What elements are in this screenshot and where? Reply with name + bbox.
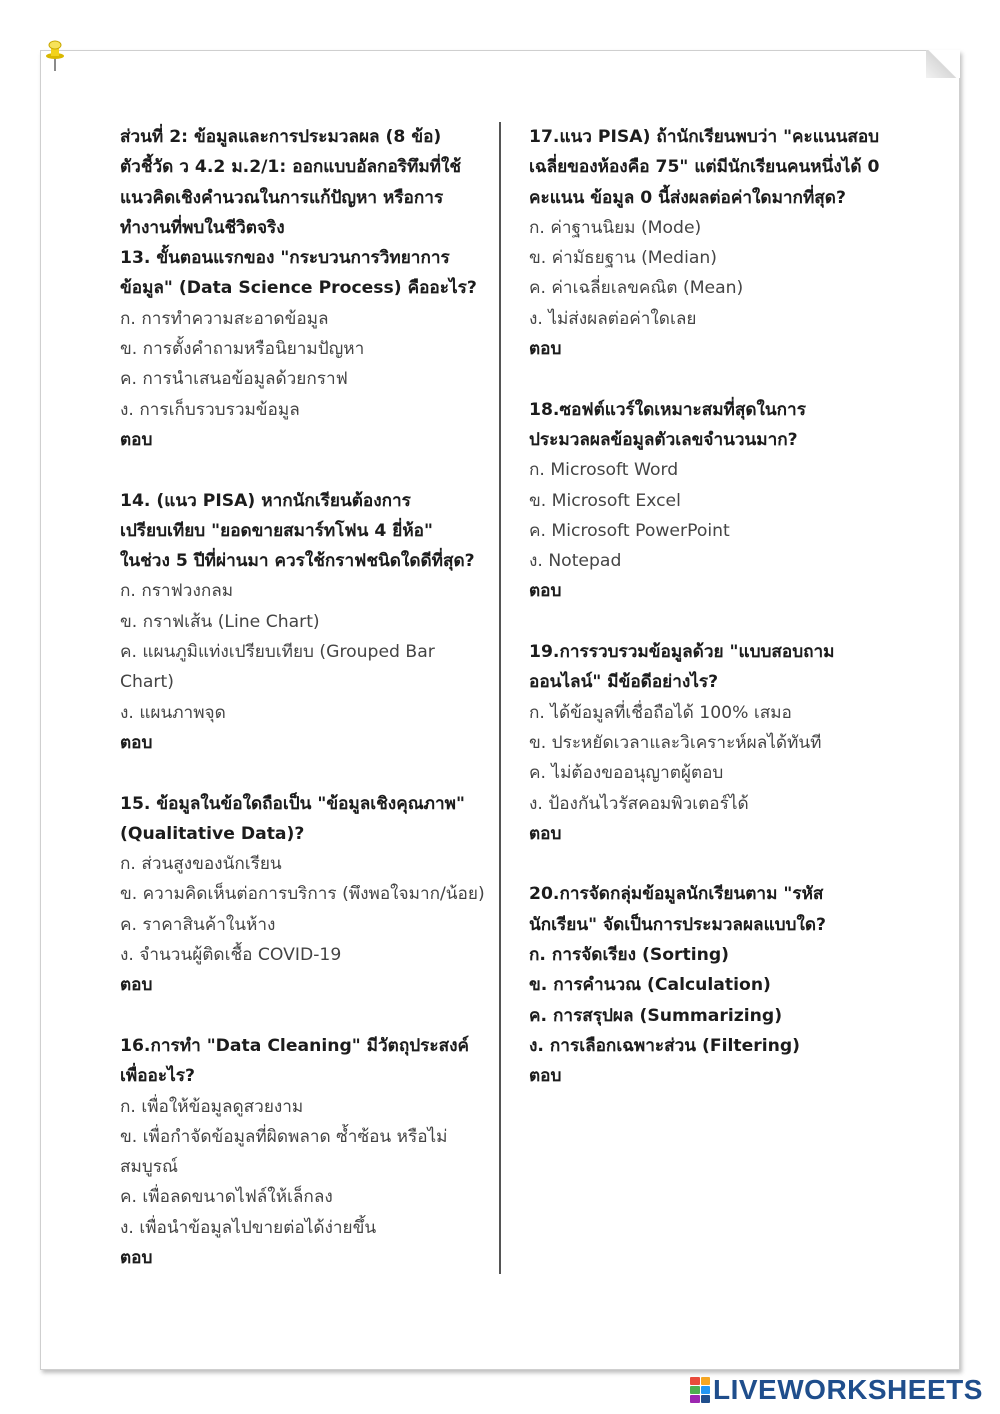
blank-line (529, 849, 899, 879)
answer-option: ง. การเลือกเฉพาะส่วน (Filtering) (529, 1035, 801, 1056)
question-text: 14. (แนว PISA) หากนักเรียนต้องการ (120, 490, 411, 511)
answer-option: ก. ค่าฐานนิยม (Mode) (529, 217, 702, 238)
question-text: 20.การจัดกลุ่มข้อมูลนักเรียนตาม "รหัส (529, 884, 824, 905)
question-text: 17.แนว PISA) ถ้านักเรียนพบว่า "คะแนนสอบ (529, 127, 880, 147)
answer-option: ค. Microsoft PowerPoint (529, 520, 730, 541)
answer-option: ข. กราฟเส้น (Line Chart) (120, 611, 320, 632)
blank-line (120, 758, 482, 788)
answer-option: ค. การนำเสนอข้อมูลด้วยกราฟ (120, 369, 348, 390)
answer-option: ข. การตั้งคำถามหรือนิยามปัญหา (120, 339, 365, 360)
blank-line (529, 364, 899, 394)
answer-label: ตอบ (529, 823, 562, 844)
question-text: เปรียบเทียบ "ยอดขายสมาร์ทโฟน 4 ยี่ห้อ" (120, 520, 433, 541)
answer-option: ค. การสรุปผล (Summarizing) (529, 1005, 783, 1026)
question-text: นักเรียน" จัดเป็นการประมวลผลแบบใด? (529, 914, 826, 935)
question-text: 16.การทำ "Data Cleaning" มีวัตถุประสงค์ (120, 1035, 469, 1056)
answer-option: ก. เพื่อให้ข้อมูลดูสวยงาม (120, 1096, 304, 1117)
question-text: 18.ซอฟต์แวร์ใดเหมาะสมที่สุดในการ (529, 399, 806, 420)
logo-square (701, 1377, 711, 1385)
liveworksheets-logo[interactable] (690, 1375, 983, 1405)
answer-option: ค. เพื่อลดขนาดไฟล์ให้เล็กลง (120, 1187, 333, 1208)
answer-option: ง. ป้องกันไวรัสคอมพิวเตอร์ได้ (529, 793, 749, 814)
answer-label: ตอบ (120, 732, 153, 753)
answer-label: ตอบ (120, 429, 153, 450)
answer-option: ค. ค่าเฉลี่ยเลขคณิต (Mean) (529, 278, 744, 299)
question-text: คะแนน ข้อมูล 0 นี้ส่งผลต่อค่าใดมากที่สุด? (529, 187, 846, 208)
question-text: ทำงานที่พบในชีวิตจริง (120, 217, 285, 238)
answer-option: ก. กราฟวงกลม (120, 581, 234, 602)
answer-option: ก. การทำความสะอาดข้อมูล (120, 308, 329, 329)
answer-option: ง. จำนวนผู้ติดเชื้อ COVID-19 (120, 945, 342, 966)
answer-option: ค. ราคาสินค้าในห้าง (120, 914, 276, 935)
logo-square (690, 1395, 700, 1403)
right-column (529, 122, 899, 1092)
column-divider (499, 122, 501, 1274)
answer-option: ค. แผนภูมิแท่งเปรียบเทียบ (Grouped Bar (120, 642, 435, 663)
question-text: ส่วนที่ 2: ข้อมูลและการประมวลผล (8 ข้อ) (120, 127, 442, 147)
answer-option: ก. ได้ข้อมูลที่เชื่อถือได้ 100% เสมอ (529, 702, 792, 723)
answer-option: ข. เพื่อกำจัดข้อมูลที่ผิดพลาด ซ้ำซ้อน หรือไม่ (120, 1126, 448, 1147)
answer-option: ก. ส่วนสูงของนักเรียน (120, 854, 282, 875)
answer-option: ง. ไม่ส่งผลต่อค่าใดเลย (529, 308, 697, 329)
pushpin-icon (44, 40, 66, 72)
answer-option: ข. การคำนวณ (Calculation) (529, 975, 771, 996)
text-line: Chart) (120, 672, 174, 693)
liveworksheets-logo-icon (690, 1377, 710, 1403)
answer-option: ง. แผนภาพจุด (120, 702, 226, 723)
page-fold-corner (926, 50, 960, 78)
brand-text: LIVEWORKSHEETS (713, 1374, 983, 1405)
logo-square (701, 1395, 711, 1403)
question-text: แนวคิดเชิงคำนวณในการแก้ปัญหา หรือการ (120, 187, 444, 208)
question-text: ในช่วง 5 ปีที่ผ่านมา ควรใช้กราฟชนิดใดดีที่สุด? (120, 551, 475, 572)
question-text: ออนไลน์" มีข้อดีอย่างไร? (529, 672, 719, 693)
question-text: เพื่ออะไร? (120, 1066, 195, 1087)
answer-option: ข. ความคิดเห็นต่อการบริการ (พึงพอใจมาก/น้อย) (120, 884, 485, 905)
answer-label: ตอบ (529, 339, 562, 360)
answer-label: ตอบ (120, 1247, 153, 1268)
left-column (120, 122, 485, 1273)
question-text: ข้อมูล" (Data Science Process) คืออะไร? (120, 278, 477, 299)
question-text: เฉลี่ยของห้องคือ 75" แต่มีนักเรียนคนหนึ่งได้ 0 (529, 157, 880, 178)
answer-option: ค. ไม่ต้องขออนุญาตผู้ตอบ (529, 763, 724, 784)
text-line: สมบูรณ์ (120, 1157, 178, 1178)
answer-option: ก. การจัดเรียง (Sorting) (529, 945, 730, 966)
logo-square (690, 1386, 700, 1394)
logo-square (701, 1386, 711, 1394)
question-text: 19.การรวบรวมข้อมูลด้วย "แบบสอบถาม (529, 642, 835, 663)
question-text: ประมวลผลข้อมูลตัวเลขจำนวนมาก? (529, 429, 798, 450)
answer-option: ง. เพื่อนำข้อมูลไปขายต่อได้ง่ายขึ้น (120, 1217, 377, 1238)
answer-option: ง. การเก็บรวบรวมข้อมูล (120, 399, 300, 420)
answer-label: ตอบ (120, 975, 153, 996)
question-text: 13. ขั้นตอนแรกของ "กระบวนการวิทยาการ (120, 248, 450, 269)
question-text: (Qualitative Data)? (120, 823, 305, 844)
question-text: 15. ข้อมูลในข้อใดถือเป็น "ข้อมูลเชิงคุณภาพ" (120, 793, 465, 814)
question-text: ตัวชี้วัด ว 4.2 ม.2/1: ออกแบบอัลกอริทึมที่ใช้ (120, 157, 462, 178)
answer-label: ตอบ (529, 581, 562, 602)
answer-option: ก. Microsoft Word (529, 460, 679, 481)
answer-label: ตอบ (529, 1066, 562, 1087)
logo-square (690, 1377, 700, 1385)
answer-option: ข. Microsoft Excel (529, 490, 681, 511)
blank-line (120, 1001, 482, 1031)
answer-option: ง. Notepad (529, 551, 622, 572)
answer-option: ข. ค่ามัธยฐาน (Median) (529, 248, 717, 269)
answer-option: ข. ประหยัดเวลาและวิเคราะห์ผลได้ทันที (529, 732, 822, 753)
blank-line (120, 455, 482, 485)
blank-line (529, 607, 899, 637)
